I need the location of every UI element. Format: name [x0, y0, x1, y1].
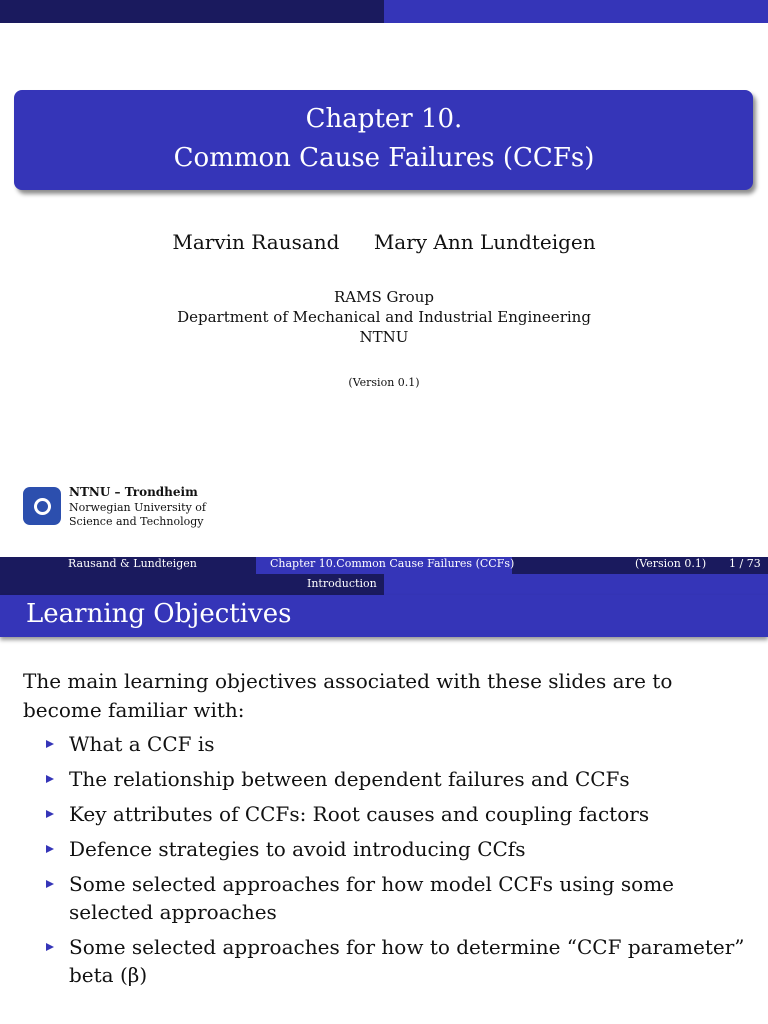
logo-subtitle-2: Science and Technology: [69, 515, 204, 528]
author-name: Marvin Rausand: [172, 230, 340, 254]
section-strip-right: [384, 574, 768, 595]
list-item-text: The relationship between dependent failures and CCFs: [69, 767, 630, 791]
chapter-title: Chapter 10.: [305, 104, 463, 134]
version-label: (Version 0.1): [348, 376, 420, 389]
list-item: [46, 870, 750, 926]
chapter-subtitle: Common Cause Failures (CCFs): [173, 143, 595, 173]
author-name: Mary Ann Lundteigen: [373, 230, 596, 254]
footline: [0, 557, 768, 574]
institute-department: Department of Mechanical and Industrial Engineering: [177, 308, 591, 326]
footline-title: Chapter 10.Common Cause Failures (CCFs): [270, 557, 515, 570]
logo-subtitle-1: Norwegian University of: [69, 501, 206, 514]
footline-page-number: 1 / 73: [729, 557, 761, 570]
list-item: [46, 765, 750, 793]
list-item: [46, 800, 750, 828]
section-nav-introduction[interactable]: Introduction: [307, 577, 377, 590]
authors: [0, 230, 768, 254]
triangle-bullet-icon: [46, 740, 54, 748]
triangle-bullet-icon: [46, 810, 54, 818]
list-item: [46, 730, 750, 758]
logo-circle: [34, 498, 51, 515]
list-item-text: Some selected approaches for how to determine “CCF parameter” beta (β): [69, 935, 745, 987]
triangle-bullet-icon: [46, 775, 54, 783]
intro-paragraph: The main learning objectives associated with these slides are to become familiar with:: [23, 669, 673, 722]
list-item-text: Key attributes of CCFs: Root causes and coupling factors: [69, 802, 650, 826]
triangle-bullet-icon: [46, 880, 54, 888]
list-item-text: What a CCF is: [69, 732, 215, 756]
footline-authors: Rausand & Lundteigen: [68, 557, 197, 570]
list-item-text: Some selected approaches for how model CCFs using some selected approaches: [69, 872, 675, 924]
footline-version: (Version 0.1): [635, 557, 707, 570]
header-strip-right: [384, 0, 768, 23]
frame-title: Learning Objectives: [26, 599, 292, 629]
objectives-list: [46, 730, 750, 996]
list-item-text: Defence strategies to avoid introducing CCfs: [69, 837, 526, 861]
institute-group: RAMS Group: [334, 288, 434, 306]
list-item: [46, 835, 750, 863]
ntnu-logo-icon: [23, 487, 61, 525]
triangle-bullet-icon: [46, 943, 54, 951]
header-strip-left: [0, 0, 384, 23]
list-item: [46, 933, 750, 989]
institute-university: NTNU: [359, 328, 409, 346]
triangle-bullet-icon: [46, 845, 54, 853]
logo-name: NTNU – Trondheim: [69, 485, 198, 499]
